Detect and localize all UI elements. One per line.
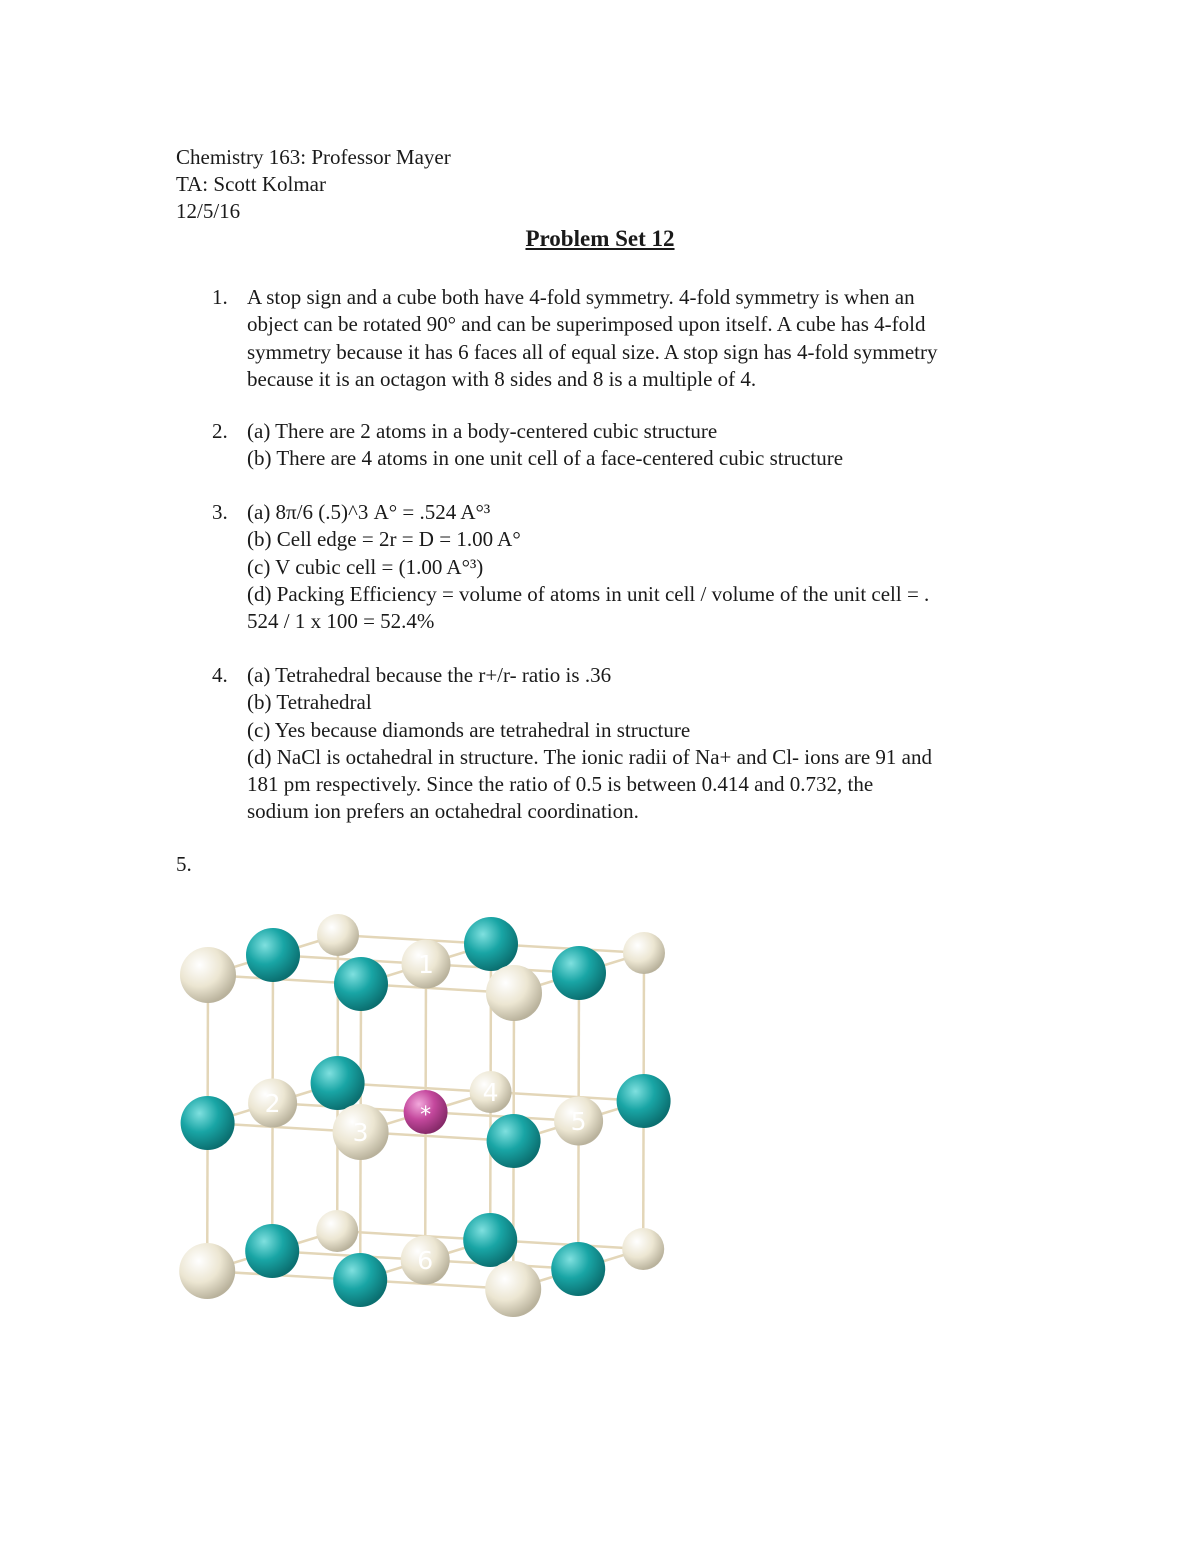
problem-line: symmetry because it has 6 faces all of equal size. A stop sign has 4-fold symmetry <box>247 339 938 364</box>
problem-line: (d) NaCl is octahedral in structure. The ionic radii of Na+ and Cl- ions are 91 and <box>247 744 933 769</box>
page-title: Problem Set 12 <box>525 226 675 251</box>
problem-line: 181 pm respectively. Since the ratio of 0.5 is between 0.414 and 0.732, the <box>247 772 874 797</box>
problem-line: object can be rotated 90° and can be superimposed upon itself. A cube has 4-fold <box>247 312 926 337</box>
problem-line: sodium ion prefers an octahedral coordination. <box>247 799 639 824</box>
atom-number-label: 2 <box>264 1089 281 1118</box>
problem-5-number: 5. <box>176 852 192 876</box>
sodium-atom <box>181 1096 235 1150</box>
sodium-atom <box>551 1242 605 1296</box>
atom-number-label: 5 <box>570 1107 587 1136</box>
atom-number-label: 1 <box>418 950 434 979</box>
ta-line: TA: Scott Kolmar <box>176 172 326 196</box>
sodium-atom <box>464 917 518 971</box>
problem-line: (c) Yes because diamonds are tetrahedral in structure <box>247 717 691 742</box>
lattice-atoms <box>179 914 670 1317</box>
problem-line: (a) Tetrahedral because the r+/r- ratio is .36 <box>247 663 612 687</box>
chloride-atom <box>486 965 542 1021</box>
chloride-atom <box>485 1261 541 1317</box>
problem-line: because it is an octagon with 8 sides and 8 is a multiple of 4. <box>247 366 757 391</box>
problem-line: (b) There are 4 atoms in one unit cell of a face-centered cubic structure <box>247 446 844 471</box>
problem-line: (c) V cubic cell = (1.00 A°³) <box>247 554 484 579</box>
date-line: 12/5/16 <box>176 199 241 223</box>
chloride-atom <box>623 932 665 974</box>
sodium-atom <box>463 1213 517 1267</box>
problem-line: (d) Packing Efficiency = volume of atoms in unit cell / volume of the unit cell = . <box>247 581 930 606</box>
problem-number: 2. <box>212 419 228 443</box>
problem-line: (a) 8π/6 (.5)^3 A° = .524 A°³ <box>247 500 491 524</box>
problem-line: 524 / 1 x 100 = 52.4% <box>247 609 435 634</box>
chloride-atom <box>179 1243 235 1299</box>
chloride-atom <box>316 1210 358 1252</box>
atom-number-label: 4 <box>482 1078 499 1107</box>
sodium-atom <box>334 957 388 1011</box>
sodium-atom <box>487 1114 541 1168</box>
sodium-atom <box>617 1074 671 1128</box>
chloride-atom <box>622 1228 664 1270</box>
sodium-atom <box>245 1224 299 1278</box>
problem-number: 1. <box>212 285 228 309</box>
problem-line: (b) Cell edge = 2r = D = 1.00 A° <box>247 527 521 552</box>
problem-number: 4. <box>212 663 228 687</box>
sodium-atom <box>333 1253 387 1307</box>
problem-number: 3. <box>212 500 228 524</box>
chloride-atom <box>317 914 359 956</box>
problem-line: (a) There are 2 atoms in a body-centered cubic structure <box>247 419 718 443</box>
atom-number-label: 3 <box>352 1118 369 1147</box>
central-atom-label: * <box>420 1103 432 1128</box>
sodium-atom <box>246 928 300 982</box>
sodium-atom <box>552 946 606 1000</box>
sodium-atom <box>311 1056 365 1110</box>
course-line: Chemistry 163: Professor Mayer <box>176 145 451 169</box>
atom-number-label: 6 <box>417 1246 434 1275</box>
chloride-atom <box>180 947 236 1003</box>
problem-line: A stop sign and a cube both have 4-fold symmetry. 4-fold symmetry is when an <box>247 285 915 309</box>
problem-line: (b) Tetrahedral <box>247 690 372 715</box>
